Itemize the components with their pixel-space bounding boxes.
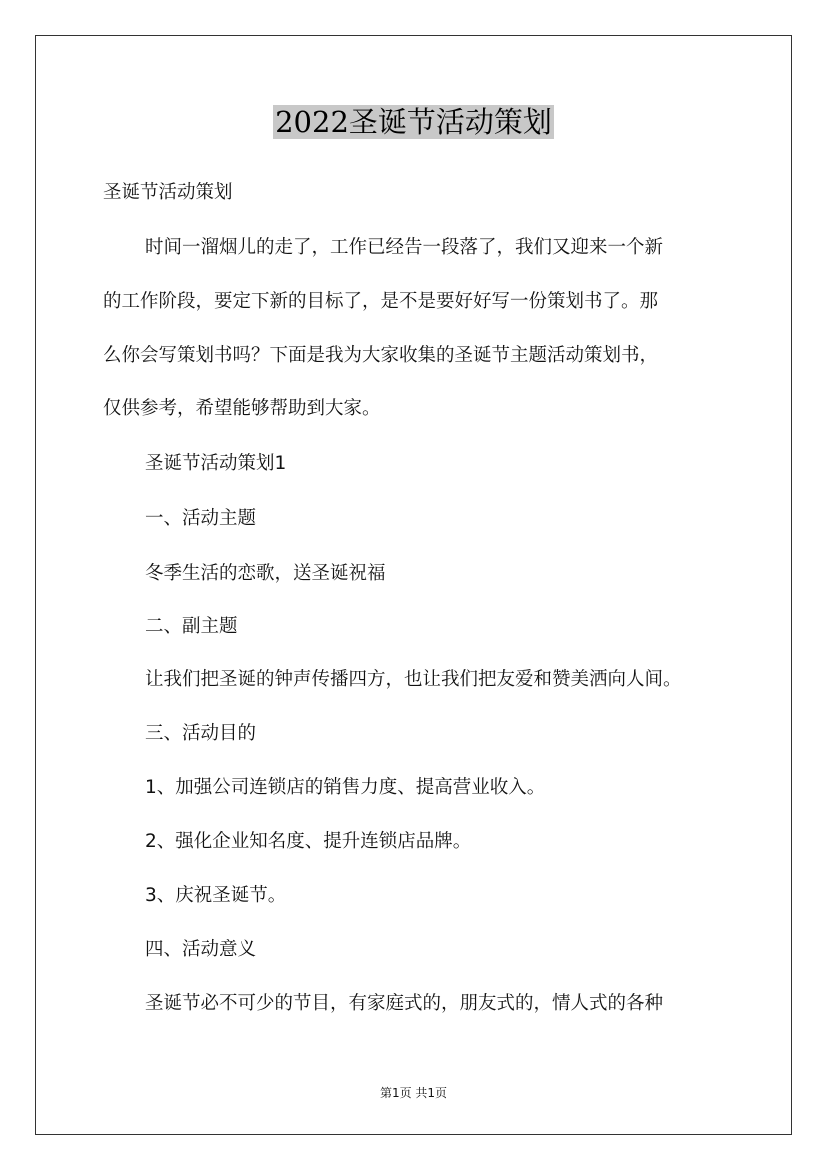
- paragraph-line: 仅供参考，希望能够帮助到大家。: [103, 398, 381, 419]
- list-item: 三、活动目的: [145, 723, 257, 744]
- document-subtitle: 圣诞节活动策划: [103, 182, 233, 203]
- paragraph-line: 的工作阶段，要定下新的目标了，是不是要好好写一份策划书了。那: [103, 291, 659, 312]
- list-item: 让我们把圣诞的钟声传播四方，也让我们把友爱和赞美洒向人间。: [145, 669, 682, 690]
- page-number-footer: 第1页 共1页: [379, 1086, 448, 1100]
- list-item: 四、活动意义: [145, 939, 257, 960]
- document-title-text: 2022圣诞节活动策划: [275, 105, 552, 139]
- list-item: 圣诞节必不可少的节目，有家庭式的，朋友式的，情人式的各种: [145, 993, 664, 1014]
- section-heading: 圣诞节活动策划1: [145, 453, 287, 474]
- list-item: 2、强化企业知名度、提升连锁店品牌。: [145, 831, 472, 852]
- list-item: 二、副主题: [145, 616, 238, 637]
- list-item: 一、活动主题: [145, 508, 257, 529]
- document-title: [0, 102, 827, 142]
- paragraph-line: 么你会写策划书吗？下面是我为大家收集的圣诞节主题活动策划书，: [103, 345, 659, 366]
- paragraph-line: 时间一溜烟儿的走了，工作已经告一段落了，我们又迎来一个新: [145, 237, 664, 258]
- list-item: 1、加强公司连锁店的销售力度、提高营业收入。: [145, 777, 546, 798]
- list-item: 3、庆祝圣诞节。: [145, 885, 287, 906]
- list-item: 冬季生活的恋歌，送圣诞祝福: [145, 563, 386, 584]
